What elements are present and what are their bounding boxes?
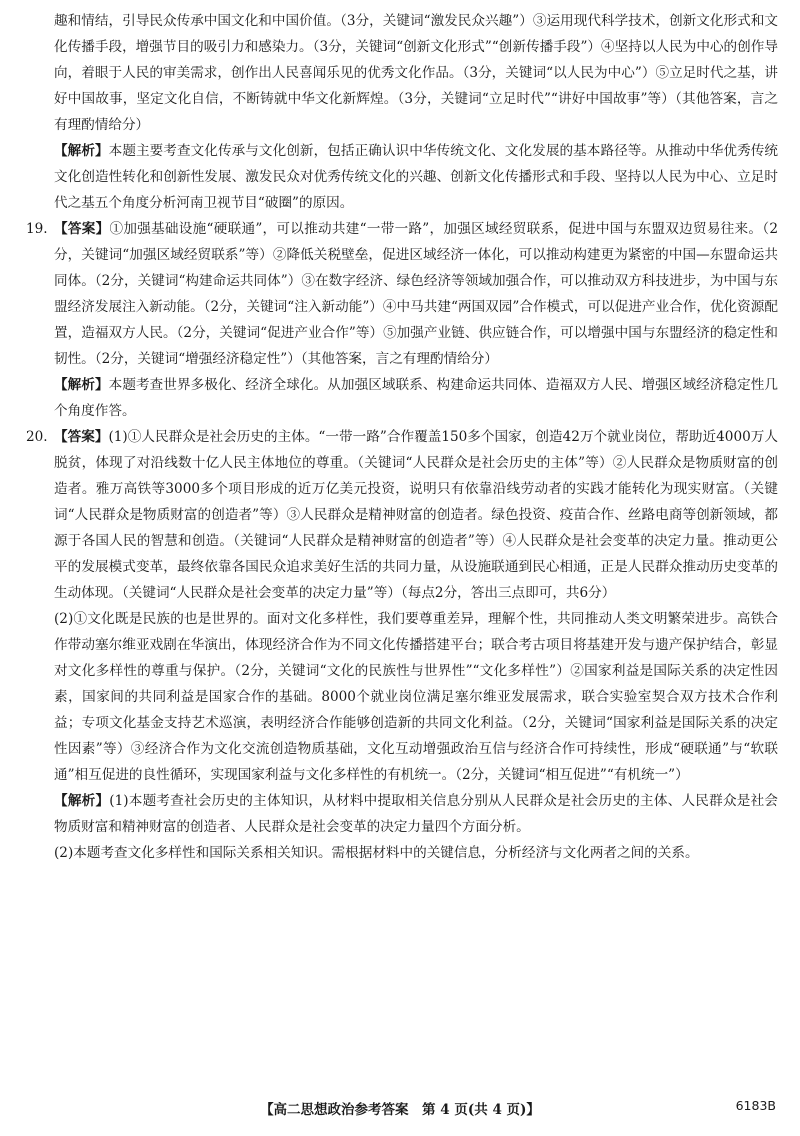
q20-analysis1-text: (1)本题考查社会历史的主体知识，从材料中提取相关信息分别从人民群众是社会历史的主体、人民群众是社会物质财富和精神财富的创造者、人民群众是社会变革的决定力量四个方面分析。 bbox=[54, 793, 778, 835]
q19-analysis-label: 【解析】 bbox=[54, 377, 109, 393]
q20-answer-part1 bbox=[54, 424, 778, 606]
footer-code: 6183B bbox=[735, 1098, 776, 1113]
q19-answer-text: ①加强基础设施“硬联通”，可以推动共建“一带一路”，加强区域经贸联系，促进中国与东盟双边贸易往来。（2分，关键词“加强区域经贸联系”等）②降低关税壁垒，促进区域经济一体化，可以推动构建更为紧密的中国—东盟命运共同体。（2分，关键词“构建命运共同体”）③在数字经济、绿色经济等领域加强合作，可以推动双方科技进步，为中国与东盟经济发展注入新动能。（2分，关键词“注入新动能”）④中马共建“两国双园”合作模式，可以促进产业合作，优化资源配置，造福双方人民。（2分，关键词“促进产业合作”等）⑤加强产业链、供应链合作，可以增强中国与东盟经济的稳定性和韧性。（2分，关键词“增强经济稳定性”）（其他答案，言之有理酌情给分） bbox=[54, 221, 778, 367]
q19-analysis bbox=[54, 372, 778, 424]
answer-page bbox=[26, 8, 778, 866]
q18-answer-continuation: 趣和情结，引导民众传承中国文化和中国价值。（3分，关键词“激发民众兴趣”）③运用现代科学技术，创新文化形式和文化传播手段，增强节目的吸引力和感染力。（3分，关键词“创新文化形式”“创新传播手段”）④坚持以人民为中心的创作导向，着眼于人民的审美需求，创作出人民喜闻乐见的优秀文化作品。（3分，关键词“以人民为中心”）⑤立足时代之基，讲好中国故事，坚定文化自信，不断铸就中华文化新辉煌。（3分，关键词“立足时代”“讲好中国故事”等）（其他答案，言之有理酌情给分） bbox=[54, 13, 778, 133]
q19-analysis-text: 本题考查世界多极化、经济全球化。从加强区域联系、构建命运共同体、造福双方人民、增强区域经济稳定性几个角度作答。 bbox=[54, 377, 779, 419]
q20-analysis-part1 bbox=[54, 788, 778, 840]
q19-answer-label: 【答案】 bbox=[54, 221, 110, 237]
q20-answer-part2: (2)①文化既是民族的也是世界的。面对文化多样性，我们要尊重差异，理解个性，共同推动人类文明繁荣进步。高铁合作带动塞尔维亚戏剧在华演出，体现经济合作为不同文化传播搭建平台；联合考古项目将基建开发与遗产保护结合，彰显对文化多样性的尊重与保护。（2分，关键词“文化的民族性与世界性”“文化多样性”）②国家利益是国际关系的决定性因素，国家间的共同利益是国家合作的基础。8000个就业岗位满足塞尔维亚发展需求，联合实验室契合双方技术合作利益；专项文化基金支持艺术巡演，表明经济合作能够创造新的共同文化利益。（2分，关键词“国家利益是国际关系的决定性因素”等）③经济合作为文化交流创造物质基础，文化互动增强政治互信与经济合作可持续性，形成“硬联通”与“软联通”相互促进的良性循环，实现国家利益与文化多样性的有机统一。（2分，关键词“相互促进”“有机统一”） bbox=[54, 611, 778, 783]
q20-section bbox=[26, 424, 778, 866]
q19-answer bbox=[54, 216, 778, 372]
page-footer bbox=[0, 1098, 800, 1120]
footer-title: 【高二思想政治参考答案 第 4 页(共 4 页)】 bbox=[260, 1102, 540, 1118]
q20-part1-text: (1)①人民群众是社会历史的主体。“一带一路”合作覆盖150多个国家，创造42万个就业岗位，帮助近4000万人脱贫，体现了对沿线数十亿人民主体地位的尊重。（关键词“人民群众是社会历史的主体”等）②人民群众是物质财富的创造者。雅万高铁等3000多个项目形成的近万亿美元投资，说明只有依靠沿线劳动者的实践才能转化为现实财富。（关键词“人民群众是物质财富的创造者”等）③人民群众是精神财富的创造者。绿色投资、疫苗合作、丝路电商等创新领域，都源于各国人民的智慧和创造。（关键词“人民群众是精神财富的创造者”等）④人民群众是社会变革的决定力量。推动更公平的发展模式变革，最终依靠各国民众追求美好生活的共同力量，从设施联通到民心相通，正是人民群众推动历史变革的生动体现。（关键词“人民群众是社会变革的决定力量”等）（每点2分，答出三点即可，共6分） bbox=[54, 429, 778, 601]
q18-section bbox=[26, 8, 778, 216]
q20-number: 20. bbox=[26, 429, 48, 445]
q18-analysis-label: 【解析】 bbox=[54, 143, 109, 159]
q18-analysis bbox=[26, 138, 778, 216]
q19-section bbox=[26, 216, 778, 424]
q20-answer-label: 【答案】 bbox=[54, 429, 109, 445]
q20-analysis-label: 【解析】 bbox=[54, 793, 110, 809]
q19-number: 19. bbox=[26, 221, 48, 237]
q20-analysis-part2: (2)本题考查文化多样性和国际关系相关知识。需根据材料中的关键信息，分析经济与文化两者之间的关系。 bbox=[54, 845, 699, 861]
q18-analysis-text: 本题主要考查文化传承与文化创新，包括正确认识中华传统文化、文化发展的基本路径等。从推动中华优秀传统文化创造性转化和创新性发展、激发民众对优秀传统文化的兴趣、创新文化传播形式和手段、坚持以人民为中心、立足时代之基五个角度分析河南卫视节目“破圈”的原因。 bbox=[54, 143, 779, 211]
